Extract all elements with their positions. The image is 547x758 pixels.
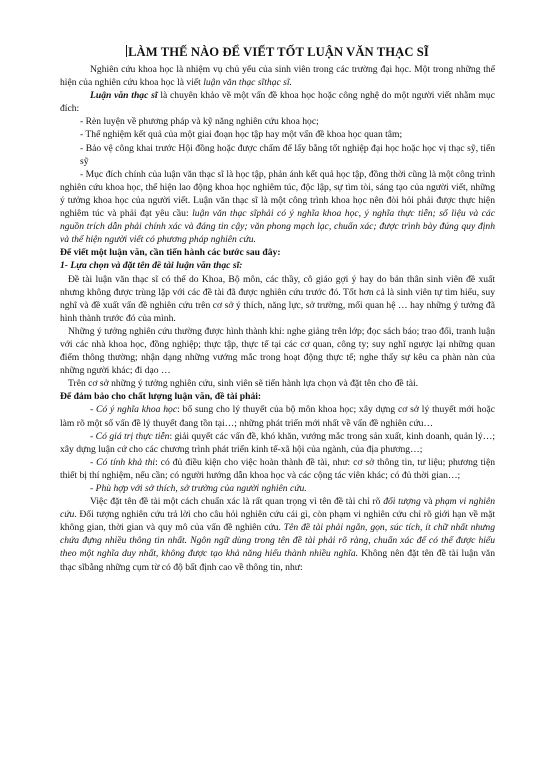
quality-item: - Phù hợp với sở thích, sở trường của người nghiên cứu. [90,483,307,494]
purpose-item: - Rèn luyện về phương pháp và kỹ năng nghiên cứu khoa học; [80,116,319,128]
document-title: LÀM THẾ NÀO ĐỂ VIẾT TỐT LUẬN VĂN THẠC SĨ [128,45,429,59]
naming-paragraph: Việc đặt tên đề tài một cách chuẩn xác là rất quan trọng vì tên đề tài chỉ rõ đối tượng và phạm vi nghiên cứu. Đối tượng nghiên cứu trả lời cho câu hỏi nghiên cứu cái gì, còn phạm vi nghiên cứu chỉ rõ giới hạn về mặt không gian, thời gian và quy mô của vấn đề nghiên cứu. Tên đề tài phải ngắn, gọn, súc tích, ít chữ nhất nhưng chứa đựng nhiều thông tin nhất. Ngôn ngữ dùng trong tên đề tài phải rõ ràng, chuẩn xác để có thể được hiểu theo một nghĩa duy nhất, không được tạo khả năng hiểu thành nhiều nghĩa. Không nên đặt tên đề tài luận văn thạc sĩbằng những cụm từ có độ bất định cao về thông tin, như: [60,496,495,573]
quality-item: - Có tính khả thi: có đủ điều kiện cho việc hoàn thành đề tài, như: cơ sở thông tin, tư liệu; phương tiện thiết bị thí nghiệm, nếu cần; có người hướng dẫn khoa học và các cộng tác viên khác; có đủ thời gian…; [60,456,496,481]
text-cursor [126,45,127,57]
step1-paragraph: Đề tài luận văn thạc sĩ có thể do Khoa, Bộ môn, các thầy, cô giáo gợi ý hay do bản thân sinh viên đề xuất nhưng không được trùng lặp với các đề tài đã được nghiên cứu trước đó. Tốt hơn cả là sinh viên tự tìm hiểu, suy nghĩ và đề xuất vấn đề nghiên cứu trên cơ sở ý thích, năng lực, sở trường, mối quan hệ … hay những ý tưởng đã hình thành trước đó của mình. [60,273,495,324]
step1-paragraph: Những ý tưởng nghiên cứu thường được hình thành khi: nghe giảng trên lớp; đọc sách báo; trao đổi, tranh luận với các nhà khoa học, đồng nghiệp; thực tập, thực tế tại các cơ quan, công ty; suy nghĩ ngược lại những quan điểm thông thường; nhận dạng những vướng mắc trong hoạt động thực tế; nghe thấy sự kêu ca phàn nàn của những người khác; đi dạo … [60,325,495,377]
intro-paragraph: Nghiên cứu khoa học là nhiệm vụ chủ yếu của sinh viên trong các trường đại học. Một trong những thể hiện của nghiên cứu khoa học là viết luận văn thạc sĩthạc sĩ. [60,64,495,89]
step1-paragraph: Trên cơ sở những ý tưởng nghiên cứu, sinh viên sẽ tiến hành lựa chọn và đặt tên cho đề tài. [68,378,419,390]
quality-heading: Để đảm bảo cho chất lượng luận văn, đề tài phải: [60,391,262,403]
steps-heading: Để viết một luận văn, cần tiến hành các bước sau đây: [60,247,281,259]
purpose-note: - Mục đích chính của luận văn thạc sĩ là học tập, phản ánh kết quả học tập, đồng thời cũng là một công trình nghiên cứu khoa học, thể hiện lao động khoa học nghiêm túc, độc lập, sự tìm tòi, sáng tạo của người viết, những ý tưởng khoa học của người viết. Luận văn thạc sĩ là một công trình khoa học nên đòi hỏi phải được thực hiện nghiêm túc và phải đạt yêu cầu: luận văn thạc sĩphải có ý nghĩa khoa học, ý nghĩa thực tiễn; số liệu và các nguồn trích dẫn phải chính xác và đáng tin cậy; văn phong mạch lạc, chuẩn xác; được trình bày đúng quy định và thể hiện người viết có phương pháp nghiên cứu. [60,168,495,246]
quality-item: - Có giá trị thực tiễn: giải quyết các vấn đề, khó khăn, vướng mắc trong sản xuất, kinh doanh, quản lý…; xây dựng luận cứ cho các chương trình phát triển kinh tế-xã hội của ngành, của địa phương…; [60,430,495,455]
purpose-item: - Thể nghiệm kết quả của một giai đoạn học tập hay một vấn đề khoa học quan tâm; [80,129,403,141]
quality-item: - Có ý nghĩa khoa học: bổ sung cho lý thuyết của bộ môn khoa học; xây dựng cơ sở lý thuyết mới hoặc làm rõ một số vấn đề lý thuyết đang tồn tại…; những phát triển mới nhất về vấn đề nghiên cứu… [60,404,496,429]
definition-paragraph: Luận văn thạc sĩ là chuyên khảo về một vấn đề khoa học hoặc công nghệ do một người viết nhằm mục đích: [60,90,495,115]
purpose-item: - Bảo vệ công khai trước Hội đồng hoặc được chấm để lấy bằng tốt nghiệp đại học hoặc học vị thạc sỹ, tiến sỹ [80,142,495,167]
step1-heading: 1- Lựa chọn và đặt tên đề tài luận văn thạc sĩ: [60,260,243,272]
